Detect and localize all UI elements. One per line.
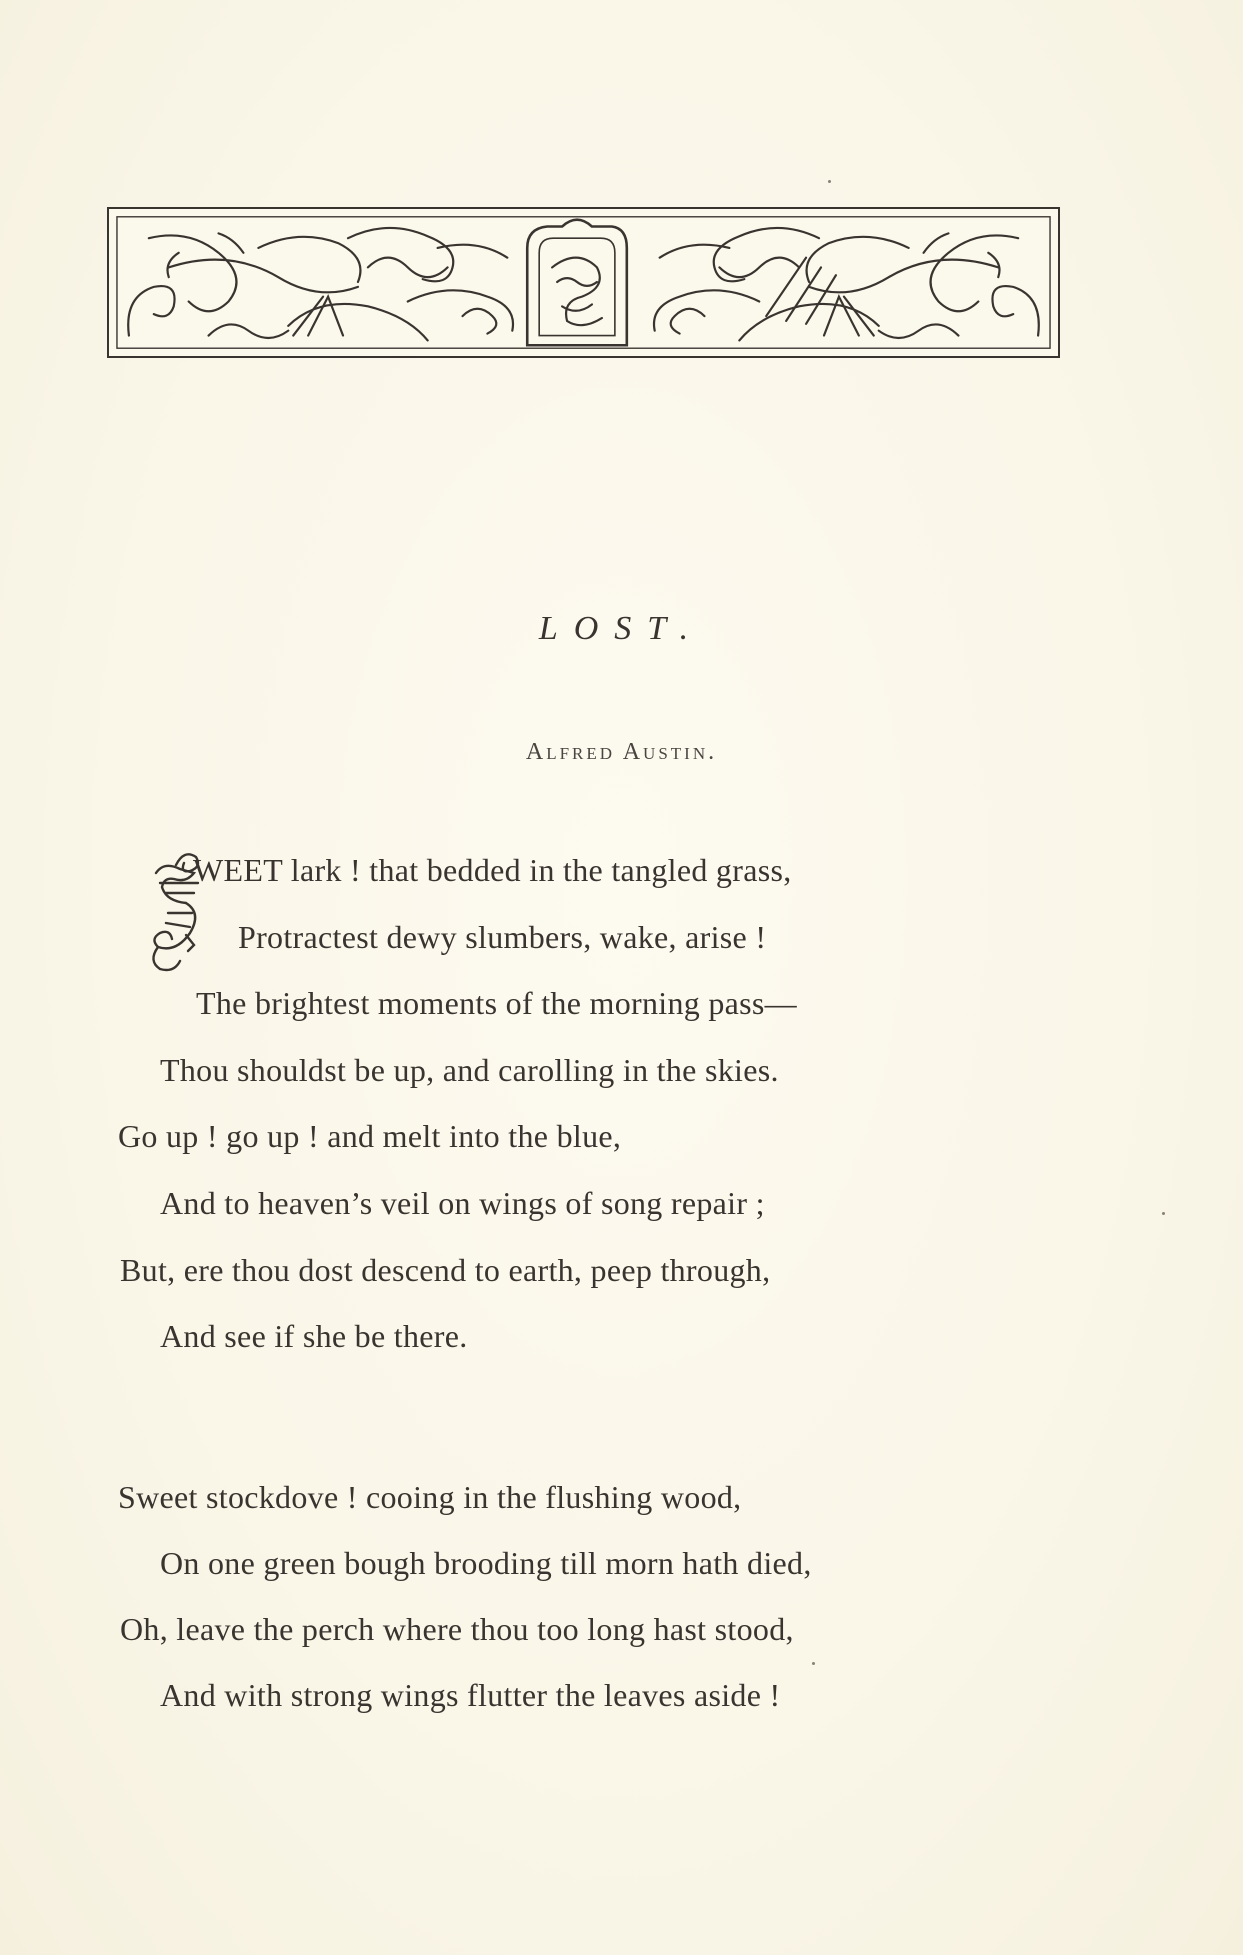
poem-line: Thou shouldst be up, and carolling in the skies. bbox=[160, 1052, 779, 1088]
poem-title: LOST. bbox=[538, 610, 705, 647]
poem-line: Protractest dewy slumbers, wake, arise ! bbox=[238, 919, 767, 955]
ornamental-headpiece bbox=[107, 207, 1060, 358]
foliage-ornament-icon bbox=[109, 209, 1058, 356]
poem-author: Alfred Austin. bbox=[525, 739, 718, 765]
poem-line: The brightest moments of the morning pass— bbox=[196, 985, 797, 1021]
paper-speck bbox=[828, 180, 831, 183]
poem-line: WEET lark ! that bedded in the tangled grass, bbox=[193, 852, 792, 888]
paper-speck bbox=[1162, 1212, 1165, 1215]
poem-line: And to heaven’s veil on wings of song repair ; bbox=[160, 1185, 765, 1221]
poem-line: And see if she be there. bbox=[160, 1318, 468, 1354]
poem-line: Oh, leave the perch where thou too long hast stood, bbox=[120, 1611, 794, 1647]
poem-line: And with strong wings flutter the leaves aside ! bbox=[160, 1677, 781, 1713]
poem-line: Go up ! go up ! and melt into the blue, bbox=[118, 1118, 622, 1154]
paper-speck bbox=[812, 1662, 815, 1665]
poem-line: But, ere thou dost descend to earth, peep through, bbox=[120, 1252, 771, 1288]
poem-line: Sweet stockdove ! cooing in the flushing wood, bbox=[118, 1479, 742, 1515]
poem-line: On one green bough brooding till morn hath died, bbox=[160, 1545, 812, 1581]
